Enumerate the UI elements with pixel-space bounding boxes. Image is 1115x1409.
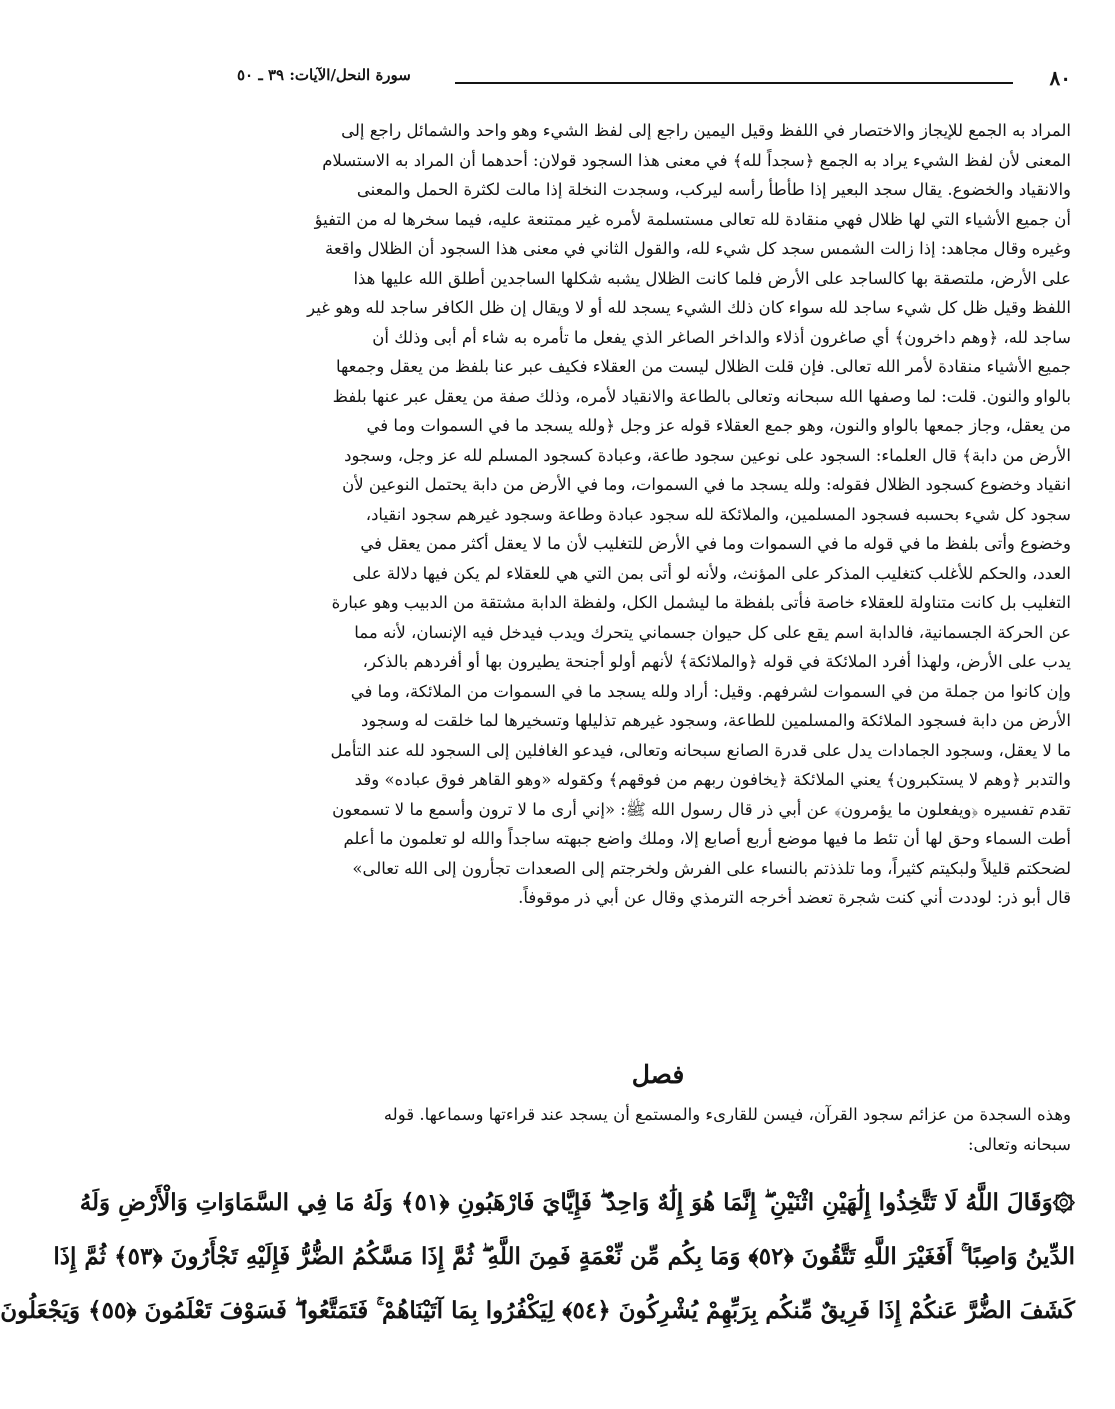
text-line: والانقياد والخضوع. يقال سجد البعير إذا طأطأ رأسه ليركب، وسجدت النخلة إذا مالت لكثرة الحمل والمعنى: [356, 180, 1071, 199]
intro-line: وهذه السجدة من عزائم سجود القرآن، فيسن للقارىء والمستمع أن يسجد عند قراءتها وسماعها. قوله: [383, 1105, 1071, 1124]
text-line: بالواو والنون. قلت: لما وصفها الله سبحانه وتعالى بالطاعة والانقياد لأمره، وذلك صفة من يعقل عبر عنها بلفظ: [332, 386, 1071, 406]
verse-line: كَشَفَ الضُّرَّ عَنكُمْ إِذَا فَرِيقٌ مِّنكُم بِرَبِّهِمْ يُشْرِكُونَ ﴿٥٤﴾ لِيَكْفُرُوا بِمَا آتَيْنَاهُمْ ۚ فَتَمَتَّعُوا ۖ فَسَوْفَ تَعْلَمُونَ ﴿٥٥﴾ وَيَجْعَلُونَ: [0, 1297, 1075, 1324]
text-line: وغيره وقال مجاهد: إذا زالت الشمس سجد كل شيء لله، والقول الثاني في معنى هذا السجود أن الظلال واقعة: [324, 239, 1071, 258]
text-line: الأرض من دابة﴾ قال العلماء: السجود على نوعين سجود طاعة، وعبادة كسجود المسلم لله عز وجل، وسجود: [344, 445, 1071, 465]
page-header: [237, 66, 1071, 96]
text-line: جميع الأشياء منقادة لأمر الله تعالى. فإن قلت الظلال ليست من العقلاء فكيف عبر عنا بلفظ من يعقل وجمعها: [336, 357, 1071, 376]
intro-line: سبحانه وتعالى:: [967, 1135, 1071, 1154]
text-line: وإن كانوا من جملة من في السموات لشرفهم. وقيل: أراد ولله يسجد ما في السموات من الملائكة، وما في: [350, 681, 1071, 701]
text-line: يدب على الأرض، ولهذا أفرد الملائكة في قوله ﴿والملائكة﴾ لأنهم أولو أجنحة يطيرون بها أو أفردهم بالذكر،: [362, 652, 1071, 671]
header-rule: [455, 82, 1013, 84]
verse-line: الدِّينُ وَاصِبًا ۚ أَفَغَيْرَ اللَّهِ تَتَّقُونَ ﴿٥٢﴾ وَمَا بِكُم مِّن نِّعْمَةٍ فَمِنَ اللَّهِ ۖ ثُمَّ إِذَا مَسَّكُمُ الضُّرُّ فَإِلَيْهِ تَجْأَرُونَ ﴿٥٣﴾ ثُمَّ إِذَا: [53, 1243, 1075, 1270]
text-line: لضحكتم قليلاً ولبكيتم كثيراً، وما تلذذتم بالنساء على الفرش ولخرجتم إلى الصعدات تجأرون إلى الله تعالى»: [352, 858, 1071, 878]
text-line: اللفظ وقيل ظل كل شيء ساجد لله سواء كان ذلك الشيء يسجد لله أو لا ويقال إن ظل الكافر ساجد لله وهو غير: [307, 298, 1071, 317]
text-line: عن الحركة الجسمانية، فالدابة اسم يقع على كل حيوان جسماني يتحرك ويدب فيدخل فيه الإنسان، لأنه مما: [354, 622, 1071, 642]
text-line: على الأرض، ملتصقة بها كالساجد على الأرض فلما كانت الظلال يشبه شكلها الساجدين أطلق الله عليها هذا: [353, 268, 1071, 288]
text-line: قال أبو ذر: لوددت أني كنت شجرة تعضد أخرجه الترمذي وقال عن أبي ذر موقوفاً.: [518, 888, 1071, 907]
text-line: التغليب بل كانت متناولة للعقلاء خاصة فأتى بلفظة ما ليشمل الكل، ولفظة الدابة مشتقة من الدبيب وهو عبارة: [331, 593, 1071, 612]
text-line: انقياد وخضوع كسجود الظلال فقوله: ولله يسجد ما في السموات، وما في الأرض من دابة يحتمل النوعين لأن: [342, 475, 1071, 494]
text-line: ساجد لله، ﴿وهم داخرون﴾ أي صاغرون أذلاء والداخر الصاغر الذي يفعل ما تأمره به شاء أم أبى وذلك أن: [372, 327, 1071, 347]
running-title: سورة النحل/الآيات: ٣٩ ـ ٥٠: [237, 66, 411, 84]
section-intro: [243, 1100, 1071, 1160]
section-heading: فصل: [631, 1060, 685, 1089]
text-line: العدد، والحكم للأغلب كتغليب المذكر على المؤنث، ولأنه لو أتى بمن التي هي للعقلاء لم يكن فيها دلالة على: [352, 563, 1071, 583]
commentary-text: [243, 116, 1071, 913]
page-number: ٨٠: [1049, 66, 1071, 90]
text-line: أطت السماء وحق لها أن تئط ما فيها موضع أربع أصابع إلا، وملك واضع جبهته ساجداً والله لو تعلمون ما أعلم: [343, 829, 1071, 848]
text-line: المراد به الجمع للإيجاز والاختصار في اللفظ وقيل اليمين راجع إلى لفظ الشيء وهو واحد والشمائل راجع إلى: [341, 121, 1071, 140]
text-line: سجود كل شيء بحسبه فسجود المسلمين، والملائكة لله سجود عبادة وطاعة وسجود غيرهم سجود انقياد،: [365, 504, 1071, 524]
text-line: من يعقل، وجاز جمعها بالواو والنون، وهو جمع العقلاء قوله عز وجل ﴿ولله يسجد ما في السموات وما في: [366, 416, 1071, 435]
text-line: وخضوع وأتى بلفظ ما في قوله ما في السموات وما في الأرض للتغليب لأن ما لا يعقل أكثر ممن يعقل في: [360, 534, 1071, 553]
text-line: أن جميع الأشياء التي لها ظلال فهي منقادة لله تعالى مستسلمة لأمره غير ممتنعة عليه، فيما سخرها له من التفيؤ: [314, 209, 1071, 229]
verse-line: ۞وَقَالَ اللَّهُ لَا تَتَّخِذُوا إِلَٰهَيْنِ اثْنَيْنِ ۖ إِنَّمَا هُوَ إِلَٰهٌ وَاحِدٌ ۖ فَإِيَّايَ فَارْهَبُونِ ﴿٥١﴾ وَلَهُ مَا فِي السَّمَاوَاتِ وَالْأَرْضِ وَلَهُ: [79, 1189, 1075, 1216]
quran-verses: [0, 1176, 1075, 1338]
text-line: المعنى لأن لفظ الشيء يراد به الجمع ﴿سجداً لله﴾ في معنى هذا السجود قولان: أحدهما أن المراد به الاستسلام: [322, 150, 1071, 170]
text-line: الأرض من دابة فسجود الملائكة والمسلمين للطاعة، وسجود غيرهم تذليلها وتسخيرها لما خلقت له وسجود: [360, 711, 1071, 730]
text-line: ما لا يعقل، وسجود الجمادات يدل على قدرة الصانع سبحانه وتعالى، فيدعو الغافلين إلى السجود لله عند التأمل: [330, 740, 1071, 760]
text-line: والتدبر ﴿وهم لا يستكبرون﴾ يعني الملائكة ﴿يخافون ربهم من فوقهم﴾ وكقوله «وهو القاهر فوق عباده» وقد: [354, 770, 1071, 789]
text-line: تقدم تفسيره ﴿ويفعلون ما يؤمرون﴾ عن أبي ذر قال رسول الله ﷺ: «إني أرى ما لا ترون وأسمع ما لا تسمعون: [332, 799, 1071, 819]
